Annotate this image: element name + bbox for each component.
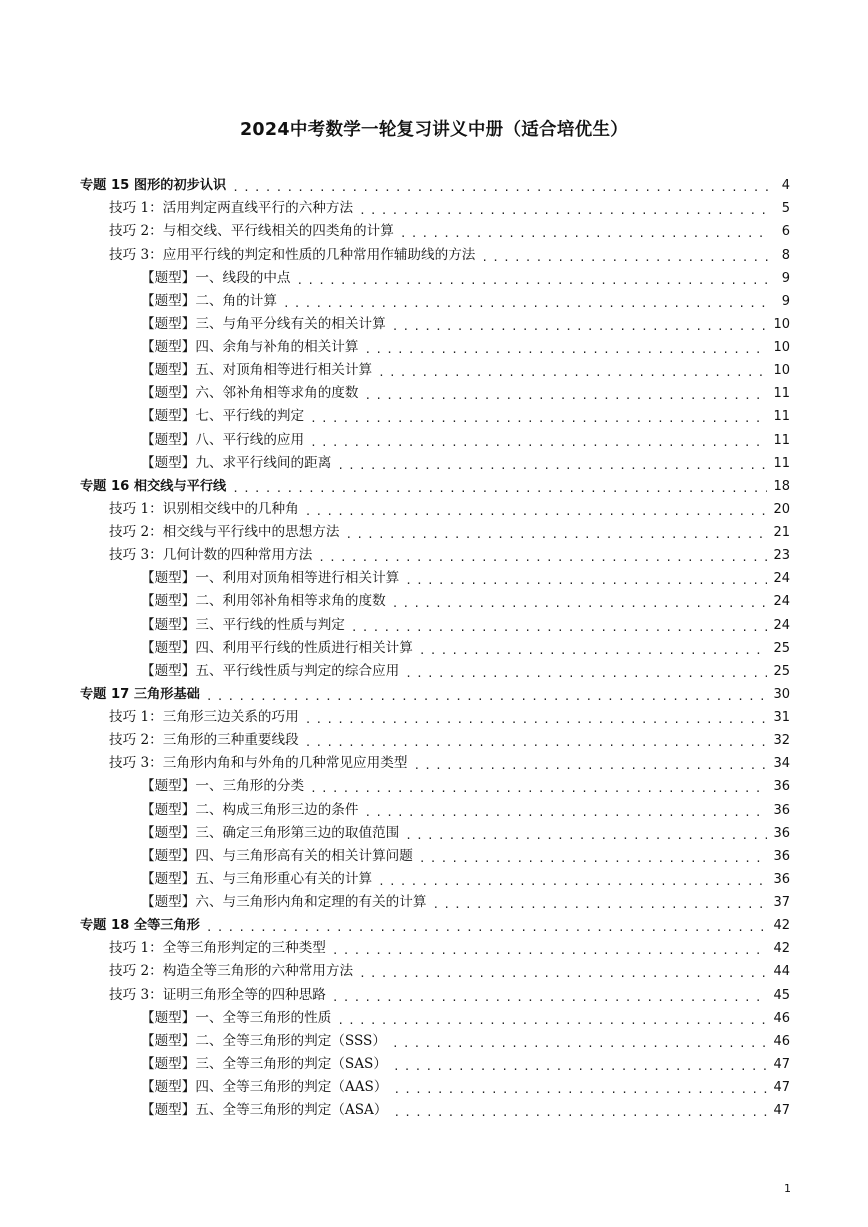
toc-technique-entry[interactable] bbox=[80, 521, 790, 544]
toc-question-type-entry[interactable] bbox=[80, 590, 790, 613]
toc-entry-page: 47 bbox=[773, 1056, 790, 1072]
toc-entry-label: 【题型】一、三角形的分类 bbox=[141, 778, 305, 795]
toc-entry-label: 【题型】五、平行线性质与判定的综合应用 bbox=[141, 662, 400, 679]
toc-entry-page: 10 bbox=[773, 316, 790, 332]
toc-entry-label: 【题型】六、与三角形内角和定理的有关的计算 bbox=[141, 894, 427, 910]
toc-entry-page: 36 bbox=[773, 871, 790, 887]
toc-entry-label: 专题 18 全等三角形 bbox=[80, 918, 200, 934]
toc-question-type-entry[interactable] bbox=[80, 845, 790, 868]
toc-entry-label: 【题型】五、全等三角形的判定（ASA） bbox=[141, 1102, 388, 1119]
toc-entry-page: 36 bbox=[773, 802, 790, 818]
toc-leader-dots bbox=[332, 942, 768, 960]
toc-question-type-entry[interactable] bbox=[80, 1030, 790, 1053]
toc-entry-page: 44 bbox=[773, 964, 790, 980]
toc-question-type-entry[interactable] bbox=[80, 428, 790, 451]
toc-entry-label: 【题型】四、与三角形高有关的相关计算问题 bbox=[141, 847, 413, 864]
toc-entry-page: 11 bbox=[773, 455, 790, 471]
toc-entry-page: 47 bbox=[773, 1080, 790, 1095]
document-title: 2024中考数学一轮复习讲义中册（适合培优生） bbox=[239, 120, 629, 140]
toc-entry-label: 专题 17 三角形基础 bbox=[80, 686, 200, 702]
toc-leader-dots bbox=[365, 341, 768, 359]
toc-entry-label: 专题 16 相交线与平行线 bbox=[80, 478, 227, 494]
toc-entry-page: 42 bbox=[773, 941, 790, 957]
toc-entry-page: 24 bbox=[773, 594, 790, 610]
toc-leader-dots bbox=[359, 202, 768, 220]
toc-entry-page: 25 bbox=[773, 640, 790, 656]
toc-leader-dots bbox=[305, 503, 768, 521]
toc-entry-page: 47 bbox=[773, 1103, 790, 1119]
toc-leader-dots bbox=[419, 850, 768, 868]
toc-entry-page: 11 bbox=[773, 386, 790, 402]
toc-leader-dots bbox=[392, 595, 768, 613]
toc-entry-page: 36 bbox=[773, 848, 790, 864]
toc-leader-dots bbox=[297, 272, 768, 290]
toc-entry-page: 4 bbox=[781, 178, 790, 194]
toc-question-type-entry[interactable] bbox=[80, 613, 790, 636]
toc-leader-dots bbox=[378, 873, 767, 891]
table-of-contents bbox=[80, 174, 790, 1122]
toc-entry-label: 【题型】三、确定三角形第三边的取值范围 bbox=[141, 824, 400, 841]
toc-leader-dots bbox=[305, 734, 768, 752]
toc-leader-dots bbox=[351, 619, 768, 637]
toc-leader-dots bbox=[413, 757, 767, 775]
toc-leader-dots bbox=[359, 965, 767, 983]
toc-entry-page: 11 bbox=[773, 432, 790, 448]
toc-entry-label: 技巧 3：三角形内角和与外角的几种常见应用类型 bbox=[109, 755, 408, 772]
toc-entry-label: 【题型】三、与角平分线有关的相关计算 bbox=[141, 315, 386, 332]
toc-question-type-entry[interactable] bbox=[80, 660, 790, 683]
toc-chapter-entry[interactable] bbox=[80, 475, 790, 498]
toc-leader-dots bbox=[432, 896, 767, 914]
toc-entry-page: 11 bbox=[773, 409, 790, 425]
toc-question-type-entry[interactable] bbox=[80, 290, 790, 313]
toc-entry-page: 20 bbox=[773, 501, 790, 517]
toc-question-type-entry[interactable] bbox=[80, 1053, 790, 1076]
toc-entry-label: 技巧 1：识别相交线中的几种角 bbox=[109, 500, 299, 517]
toc-entry-label: 【题型】二、角的计算 bbox=[141, 292, 277, 309]
toc-leader-dots bbox=[345, 526, 767, 544]
toc-entry-page: 46 bbox=[773, 1010, 790, 1026]
toc-question-type-entry[interactable] bbox=[80, 822, 790, 845]
toc-technique-entry[interactable] bbox=[80, 220, 790, 243]
toc-entry-label: 专题 15 图形的初步认识 bbox=[80, 178, 227, 194]
toc-entry-page: 18 bbox=[773, 478, 790, 494]
toc-leader-dots bbox=[400, 225, 768, 243]
toc-entry-label: 技巧 2：与相交线、平行线相关的四类角的计算 bbox=[109, 223, 394, 240]
toc-question-type-entry[interactable] bbox=[80, 567, 790, 590]
toc-leader-dots bbox=[337, 1012, 767, 1030]
toc-entry-page: 42 bbox=[773, 918, 790, 934]
toc-question-type-entry[interactable] bbox=[80, 382, 790, 405]
toc-entry-page: 10 bbox=[773, 363, 790, 379]
toc-entry-page: 25 bbox=[773, 663, 790, 679]
toc-question-type-entry[interactable] bbox=[80, 637, 790, 660]
toc-question-type-entry[interactable] bbox=[80, 798, 790, 821]
toc-question-type-entry[interactable] bbox=[80, 452, 790, 475]
toc-entry-page: 31 bbox=[773, 710, 790, 725]
toc-entry-page: 37 bbox=[773, 895, 790, 910]
toc-entry-page: 9 bbox=[781, 293, 790, 309]
toc-leader-dots bbox=[232, 179, 768, 197]
toc-leader-dots bbox=[206, 688, 768, 706]
toc-leader-dots bbox=[310, 434, 767, 452]
toc-entry-page: 21 bbox=[773, 525, 790, 540]
toc-entry-label: 技巧 3：证明三角形全等的四种思路 bbox=[109, 986, 326, 1003]
toc-entry-page: 5 bbox=[781, 201, 790, 217]
toc-technique-entry[interactable] bbox=[80, 243, 790, 266]
toc-entry-label: 【题型】七、平行线的判定 bbox=[141, 408, 305, 425]
toc-leader-dots bbox=[310, 780, 767, 798]
toc-leader-dots bbox=[332, 989, 768, 1007]
toc-entry-label: 【题型】四、利用平行线的性质进行相关计算 bbox=[141, 639, 413, 656]
toc-entry-page: 45 bbox=[773, 987, 790, 1003]
toc-leader-dots bbox=[419, 642, 768, 660]
toc-technique-entry[interactable] bbox=[80, 729, 790, 752]
toc-technique-entry[interactable] bbox=[80, 983, 790, 1006]
toc-entry-page: 6 bbox=[781, 224, 790, 240]
toc-entry-page: 32 bbox=[773, 733, 790, 749]
toc-leader-dots bbox=[378, 364, 767, 382]
toc-entry-label: 技巧 3：几何计数的四种常用方法 bbox=[109, 547, 313, 564]
toc-entry-label: 技巧 2：构造全等三角形的六种常用方法 bbox=[109, 963, 354, 980]
toc-question-type-entry[interactable] bbox=[80, 405, 790, 428]
toc-entry-label: 技巧 2：相交线与平行线中的思想方法 bbox=[109, 524, 340, 540]
toc-entry-page: 24 bbox=[773, 571, 790, 587]
toc-entry-page: 30 bbox=[773, 686, 790, 702]
page-number: 1 bbox=[784, 1182, 791, 1195]
toc-question-type-entry[interactable] bbox=[80, 1099, 790, 1122]
toc-leader-dots bbox=[318, 549, 767, 567]
toc-leader-dots bbox=[392, 318, 768, 336]
toc-entry-label: 【题型】六、邻补角相等求角的度数 bbox=[141, 385, 359, 402]
toc-leader-dots bbox=[393, 1058, 768, 1076]
toc-entry-label: 【题型】四、全等三角形的判定（AAS） bbox=[141, 1079, 388, 1095]
toc-entry-page: 10 bbox=[773, 340, 790, 355]
toc-leader-dots bbox=[365, 804, 768, 822]
toc-entry-label: 【题型】一、线段的中点 bbox=[141, 269, 291, 286]
toc-chapter-entry[interactable] bbox=[80, 683, 790, 706]
toc-entry-label: 【题型】五、与三角形重心有关的计算 bbox=[141, 870, 373, 887]
toc-entry-page: 23 bbox=[773, 548, 790, 564]
toc-entry-label: 技巧 2：三角形的三种重要线段 bbox=[109, 732, 299, 749]
toc-question-type-entry[interactable] bbox=[80, 313, 790, 336]
toc-leader-dots bbox=[305, 711, 768, 729]
toc-question-type-entry[interactable] bbox=[80, 359, 790, 382]
toc-entry-label: 【题型】一、利用对顶角相等进行相关计算 bbox=[141, 570, 400, 587]
toc-entry-page: 34 bbox=[773, 756, 790, 772]
toc-leader-dots bbox=[481, 249, 768, 267]
toc-leader-dots bbox=[393, 1104, 767, 1122]
toc-entry-label: 【题型】一、全等三角形的性质 bbox=[141, 1009, 332, 1026]
toc-leader-dots bbox=[283, 295, 768, 313]
toc-leader-dots bbox=[405, 572, 767, 590]
toc-leader-dots bbox=[393, 1081, 767, 1099]
toc-technique-entry[interactable] bbox=[80, 960, 790, 983]
toc-entry-page: 24 bbox=[773, 617, 790, 633]
toc-leader-dots bbox=[206, 919, 768, 937]
toc-entry-page: 9 bbox=[781, 270, 790, 286]
toc-technique-entry[interactable] bbox=[80, 706, 790, 729]
toc-question-type-entry[interactable] bbox=[80, 1076, 790, 1099]
toc-leader-dots bbox=[405, 827, 767, 845]
toc-leader-dots bbox=[392, 1035, 767, 1053]
toc-technique-entry[interactable] bbox=[80, 752, 790, 775]
toc-entry-label: 技巧 3：应用平行线的判定和性质的几种常用作辅助线的方法 bbox=[109, 246, 476, 263]
toc-entry-label: 技巧 1：全等三角形判定的三种类型 bbox=[109, 940, 326, 957]
toc-entry-label: 【题型】二、利用邻补角相等求角的度数 bbox=[141, 593, 386, 610]
toc-entry-label: 【题型】三、平行线的性质与判定 bbox=[141, 616, 345, 633]
toc-entry-label: 【题型】八、平行线的应用 bbox=[141, 431, 305, 448]
toc-question-type-entry[interactable] bbox=[80, 1007, 790, 1030]
toc-entry-page: 46 bbox=[773, 1033, 790, 1049]
toc-entry-label: 【题型】五、对顶角相等进行相关计算 bbox=[141, 362, 373, 379]
toc-entry-label: 【题型】四、余角与补角的相关计算 bbox=[141, 339, 359, 355]
toc-technique-entry[interactable] bbox=[80, 197, 790, 220]
toc-entry-label: 【题型】二、全等三角形的判定（SSS） bbox=[141, 1032, 386, 1049]
toc-technique-entry[interactable] bbox=[80, 498, 790, 521]
toc-question-type-entry[interactable] bbox=[80, 267, 790, 290]
toc-question-type-entry[interactable] bbox=[80, 336, 790, 359]
toc-leader-dots bbox=[365, 387, 768, 405]
toc-chapter-entry[interactable] bbox=[80, 174, 790, 197]
toc-chapter-entry[interactable] bbox=[80, 914, 790, 937]
toc-entry-label: 【题型】二、构成三角形三边的条件 bbox=[141, 801, 359, 818]
toc-entry-label: 技巧 1：活用判定两直线平行的六种方法 bbox=[109, 200, 354, 217]
toc-entry-label: 【题型】三、全等三角形的判定（SAS） bbox=[141, 1055, 387, 1072]
toc-technique-entry[interactable] bbox=[80, 544, 790, 567]
toc-entry-page: 8 bbox=[781, 247, 790, 263]
toc-entry-label: 【题型】九、求平行线间的距离 bbox=[141, 454, 332, 471]
toc-leader-dots bbox=[337, 457, 767, 475]
toc-leader-dots bbox=[232, 480, 767, 498]
toc-leader-dots bbox=[310, 410, 767, 428]
toc-question-type-entry[interactable] bbox=[80, 868, 790, 891]
toc-question-type-entry[interactable] bbox=[80, 891, 790, 914]
toc-entry-label: 技巧 1：三角形三边关系的巧用 bbox=[109, 709, 299, 725]
toc-entry-page: 36 bbox=[773, 825, 790, 841]
toc-entry-page: 36 bbox=[773, 779, 790, 795]
toc-leader-dots bbox=[405, 665, 767, 683]
toc-question-type-entry[interactable] bbox=[80, 775, 790, 798]
toc-technique-entry[interactable] bbox=[80, 937, 790, 960]
